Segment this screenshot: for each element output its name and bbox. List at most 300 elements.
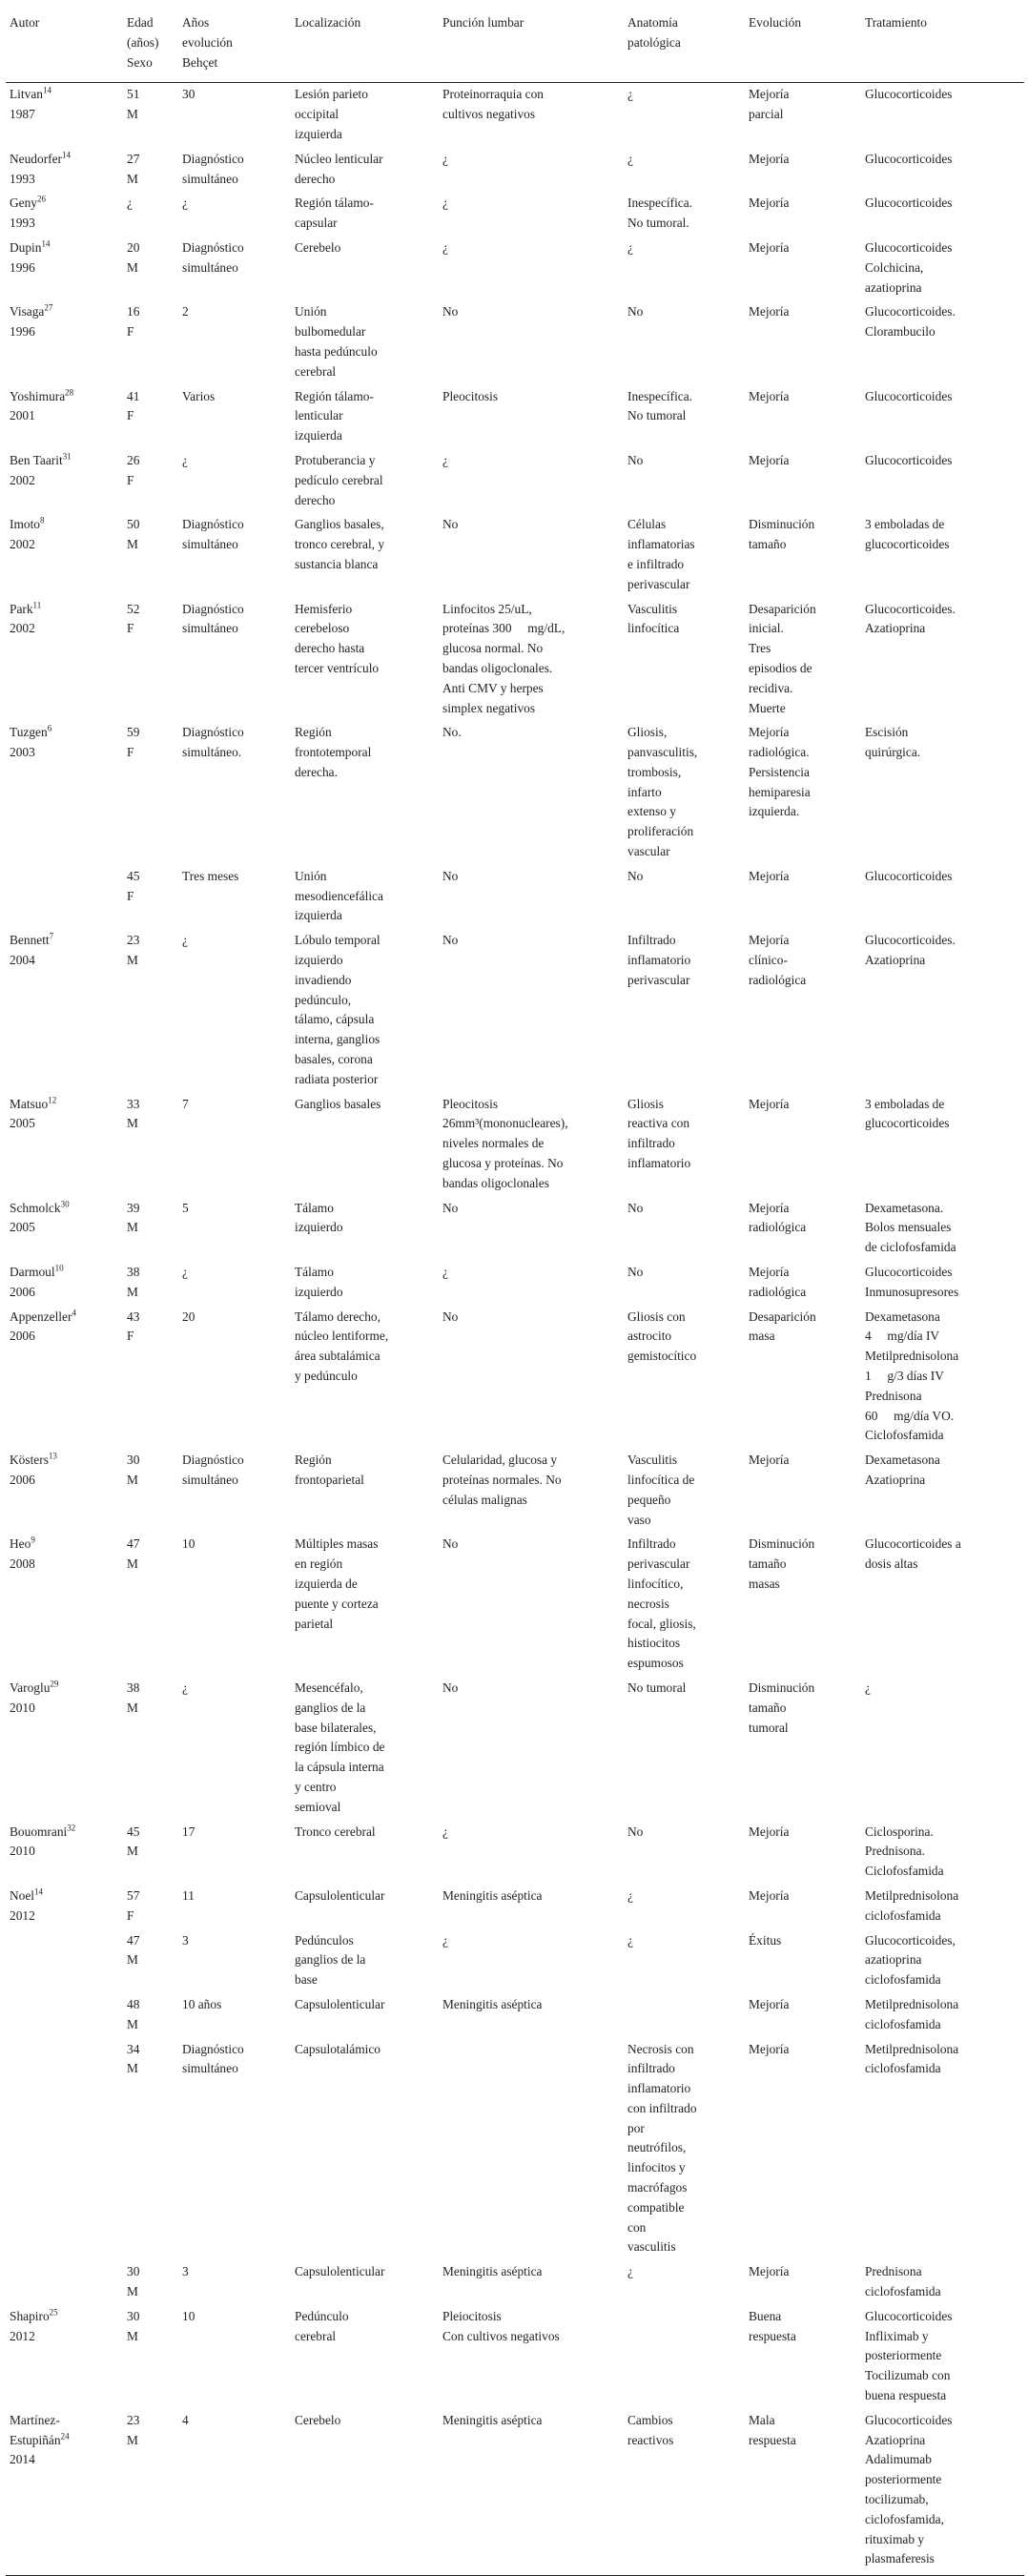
cell-text-line: M — [127, 2432, 138, 2447]
cell-text-line: 47 — [127, 1536, 140, 1552]
cell-text-line: vaso — [627, 1512, 651, 1527]
cell-text-line: ¿ — [627, 151, 633, 166]
cell-text-line: 3 — [182, 2264, 189, 2279]
cell-text-line: Disminución — [749, 1680, 815, 1695]
treatment-cell — [861, 598, 1024, 722]
cell-text-line: ¿ — [865, 1680, 871, 1695]
cell-text-line: 30 — [182, 87, 195, 102]
cell-text-line: respuesta — [749, 2328, 796, 2343]
header-localizacion — [291, 0, 439, 83]
cell-text-line: Núcleo lenticular — [295, 151, 383, 166]
cell-text-line: 16 — [127, 304, 140, 319]
cell-text-line: pedúnculo, — [295, 992, 352, 1007]
years-evolution-cell — [178, 2260, 291, 2305]
years-evolution-cell — [178, 148, 291, 193]
cell-text-line: mesodiencefálica — [295, 888, 383, 903]
cell-text-line: Mejoría — [749, 1824, 790, 1839]
table-row — [6, 449, 1024, 513]
cell-text-line: dosis altas — [865, 1556, 918, 1572]
table-row — [6, 1993, 1024, 2038]
cell-text-line: y centro — [295, 1779, 337, 1794]
evolution-cell — [745, 192, 861, 237]
author-name: Visaga — [10, 304, 45, 319]
years-evolution-cell — [178, 1885, 291, 1929]
author-year: 2001 — [10, 408, 35, 423]
evolution-cell — [745, 2260, 861, 2305]
author-cell — [6, 300, 123, 384]
cell-text-line: Bolos mensuales — [865, 1220, 952, 1235]
reference-number: 26 — [37, 194, 47, 204]
pathology-cell — [624, 513, 745, 597]
cell-text-line: glucocorticoides — [865, 1116, 950, 1131]
cell-text-line: tamaño — [749, 1700, 787, 1715]
cell-text-line: ¿ — [442, 196, 448, 211]
cell-text-line: frontotemporal — [295, 745, 372, 760]
cell-text-line: M — [127, 107, 138, 122]
cell-text-line: Infiltrado — [627, 933, 676, 948]
evolution-cell — [745, 865, 861, 929]
table-row — [6, 513, 1024, 597]
author-name: Neudorfer — [10, 151, 63, 166]
treatment-cell — [861, 148, 1024, 193]
cell-text-line: 1 g/3 días IV — [865, 1369, 944, 1383]
table-row — [6, 2409, 1024, 2576]
cell-text-line: izquierdo — [295, 953, 343, 968]
cell-text-line: Clorambucilo — [865, 324, 935, 340]
header-text: patológica — [627, 34, 681, 50]
evolution-cell — [745, 237, 861, 300]
pathology-cell — [624, 385, 745, 449]
cell-text-line: área subtalámica — [295, 1349, 380, 1364]
author-name-line — [10, 1263, 119, 1283]
author-name-line — [10, 302, 119, 322]
location-cell — [291, 2260, 439, 2305]
cell-text-line: Pleocitosis — [442, 388, 499, 403]
author-year: 1996 — [10, 259, 35, 275]
table-row — [6, 83, 1024, 148]
cell-text-line: Azatioprina — [865, 2432, 926, 2447]
location-cell — [291, 385, 439, 449]
cell-text-line: Pleiocitosis — [442, 2308, 502, 2323]
cell-text-line: Muerte — [749, 700, 786, 715]
author-name: Ben Taarit — [10, 452, 63, 467]
age-sex-cell — [123, 1306, 178, 1450]
author-cell — [6, 192, 123, 237]
reference-number: 10 — [54, 1263, 64, 1273]
cell-text-line: capsular — [295, 216, 338, 231]
lumbar-puncture-cell — [439, 237, 624, 300]
evolution-cell — [745, 721, 861, 865]
header-anos-evolucion — [178, 0, 291, 83]
cell-text-line: ciclofosfamida — [865, 2016, 941, 2031]
cell-text-line: 3 — [182, 1932, 189, 1947]
treatment-cell — [861, 929, 1024, 1092]
age-sex-cell — [123, 1885, 178, 1929]
cell-text-line: Meningitis aséptica — [442, 2412, 543, 2427]
header-text: (años) — [127, 34, 159, 50]
pathology-cell — [624, 83, 745, 148]
cell-text-line: F — [127, 324, 134, 340]
author-year: 2006 — [10, 1472, 35, 1487]
cell-text-line: No tumoral — [627, 408, 687, 423]
pathology-cell — [624, 2305, 745, 2409]
cell-text-line: radiata posterior — [295, 1071, 379, 1086]
pathology-cell — [624, 1306, 745, 1450]
cell-text-line: 47 — [127, 1932, 140, 1947]
cell-text-line: Glucocorticoides — [865, 1265, 953, 1280]
cell-text-line: Glucocorticoides — [865, 388, 953, 403]
evolution-cell — [745, 1197, 861, 1261]
cell-text-line: Gliosis, — [627, 725, 668, 740]
reference-number: 28 — [65, 387, 74, 398]
cell-text-line: 20 — [127, 239, 140, 255]
cell-text-line: ¿ — [442, 1265, 448, 1280]
author-cell — [6, 2305, 123, 2409]
lumbar-puncture-cell — [439, 1993, 624, 2038]
cell-text-line: izquierdo — [295, 1220, 343, 1235]
cell-text-line: e infiltrado — [627, 556, 685, 571]
header-text: evolución — [182, 34, 233, 50]
header-text: Behçet — [182, 54, 218, 70]
author-cell — [6, 385, 123, 449]
age-sex-cell — [123, 2038, 178, 2261]
cell-text-line: ¿ — [182, 1680, 188, 1695]
pathology-cell — [624, 192, 745, 237]
author-year: 2010 — [10, 1700, 35, 1715]
cell-text-line: No — [442, 868, 459, 883]
cell-text-line: ¿ — [442, 239, 448, 255]
author-cell — [6, 449, 123, 513]
cell-text-line: radiológica — [749, 1220, 807, 1235]
table-row — [6, 300, 1024, 384]
cell-text-line: lenticular — [295, 408, 343, 423]
years-evolution-cell — [178, 83, 291, 148]
cell-text-line: compatible — [627, 2199, 685, 2215]
header-text: Sexo — [127, 54, 153, 70]
cell-text-line: No — [627, 1200, 644, 1215]
author-name-line — [10, 723, 119, 743]
author-name: Appenzeller — [10, 1309, 72, 1324]
cell-text-line: M — [127, 259, 138, 275]
cell-text-line: F — [127, 472, 134, 487]
cell-text-line: Metilprednisolona — [865, 2041, 959, 2056]
cell-text-line: radiológica — [749, 972, 807, 987]
author-name: Bouomrani — [10, 1824, 68, 1839]
location-cell — [291, 1306, 439, 1450]
cell-text-line: Ciclofosfamida — [865, 1428, 944, 1443]
cell-text-line: Mejoría — [749, 87, 790, 102]
cell-text-line: plasmaferesis — [865, 2551, 935, 2566]
reference-number: 29 — [50, 1679, 59, 1689]
author-name-line — [10, 600, 119, 620]
author-name: Schmolck — [10, 1200, 61, 1215]
cell-text-line: 38 — [127, 1680, 140, 1695]
cell-text-line: izquierdo — [295, 1284, 343, 1299]
author-year: 2012 — [10, 2328, 35, 2343]
table-row — [6, 1929, 1024, 1993]
cell-text-line: Múltiples masas — [295, 1536, 379, 1552]
evolution-cell — [745, 83, 861, 148]
cell-text-line: tronco cerebral, y — [295, 537, 385, 552]
cell-text-line: proteínas 300 mg/dL, — [442, 621, 565, 636]
cell-text-line: Disminución — [749, 517, 815, 532]
author-name-line — [10, 194, 119, 214]
age-sex-cell — [123, 1677, 178, 1821]
author-name: Shapiro — [10, 2308, 50, 2323]
evolution-cell — [745, 300, 861, 384]
treatment-cell — [861, 2260, 1024, 2305]
location-cell — [291, 449, 439, 513]
table-row — [6, 1821, 1024, 1885]
treatment-cell — [861, 1533, 1024, 1677]
evolution-cell — [745, 2305, 861, 2409]
cell-text-line: 50 — [127, 517, 140, 532]
author-name: Martínez- — [10, 2412, 60, 2427]
cell-text-line: 48 — [127, 1996, 140, 2011]
author-cell — [6, 1261, 123, 1306]
location-cell — [291, 2305, 439, 2409]
cell-text-line: tálamo, cápsula — [295, 1012, 375, 1027]
author-cell — [6, 83, 123, 148]
cell-text-line: derecha. — [295, 764, 338, 779]
cell-text-line: Capsulolenticular — [295, 1887, 385, 1903]
lumbar-puncture-cell — [439, 1261, 624, 1306]
cell-text-line: astrocito — [627, 1329, 672, 1344]
cell-text-line: No tumoral. — [627, 216, 689, 231]
cell-text-line: 34 — [127, 2041, 140, 2056]
lumbar-puncture-cell — [439, 449, 624, 513]
cell-text-line: de ciclofosfamida — [865, 1240, 956, 1255]
reference-number: 32 — [67, 1823, 76, 1833]
cell-text-line: por — [627, 2120, 645, 2135]
cell-text-line: Azatioprina — [865, 621, 926, 636]
cell-text-line: 26 — [127, 452, 140, 467]
evolution-cell — [745, 598, 861, 722]
age-sex-cell — [123, 2260, 178, 2305]
author-year: 2010 — [10, 1844, 35, 1859]
author-cell — [6, 1093, 123, 1197]
cell-text-line: Mejoría — [749, 933, 790, 948]
evolution-cell — [745, 2409, 861, 2576]
cell-text-line: gemistocítico — [627, 1349, 697, 1364]
years-evolution-cell — [178, 513, 291, 597]
author-cell — [6, 1306, 123, 1450]
age-sex-cell — [123, 721, 178, 865]
lumbar-puncture-cell — [439, 1306, 624, 1450]
evolution-cell — [745, 1261, 861, 1306]
header-evolucion — [745, 0, 861, 83]
years-evolution-cell — [178, 1197, 291, 1261]
cell-text-line: hasta pedúnculo — [295, 343, 378, 359]
author-name-line — [10, 515, 119, 535]
author-cell — [6, 1993, 123, 2038]
cell-text-line: 4 — [182, 2412, 189, 2427]
age-sex-cell — [123, 2409, 178, 2576]
pathology-cell — [624, 1197, 745, 1261]
cell-text-line: con — [627, 2219, 647, 2235]
pathology-cell — [624, 721, 745, 865]
cell-text-line: reactivos — [627, 2432, 674, 2447]
cell-text-line: No — [442, 1680, 459, 1695]
age-sex-cell — [123, 449, 178, 513]
cell-text-line: cerebral — [295, 2328, 337, 2343]
cell-text-line: pedículo cerebral — [295, 472, 383, 487]
author-name-line — [10, 1199, 119, 1219]
table-row — [6, 2038, 1024, 2261]
cell-text-line: Meningitis aséptica — [442, 1887, 543, 1903]
cell-text-line: cultivos negativos — [442, 107, 536, 122]
author-year: 2014 — [10, 2452, 35, 2467]
cell-text-line: células malignas — [442, 1492, 527, 1507]
cell-text-line: 30 — [127, 1453, 140, 1468]
cell-text-line: M — [127, 537, 138, 552]
pathology-cell — [624, 1993, 745, 2038]
cell-text-line: linfocitos y — [627, 2160, 686, 2175]
reference-number: 7 — [49, 931, 54, 941]
cell-text-line: M — [127, 1220, 138, 1235]
evolution-cell — [745, 385, 861, 449]
cell-text-line: base — [295, 1972, 318, 1988]
cell-text-line: Unión — [295, 304, 327, 319]
cell-text-line: Ciclofosfamida — [865, 1864, 944, 1879]
age-sex-cell — [123, 385, 178, 449]
age-sex-cell — [123, 513, 178, 597]
reference-number: 31 — [62, 451, 72, 462]
cell-text-line: inicial. — [749, 621, 784, 636]
cell-text-line: glucocorticoides — [865, 537, 950, 552]
cell-text-line: Vasculitis — [627, 1453, 678, 1468]
cell-text-line: Glucocorticoides — [865, 196, 953, 211]
location-cell — [291, 1261, 439, 1306]
cell-text-line: inflamatorio — [627, 1156, 691, 1171]
author-year: 1993 — [10, 171, 35, 186]
cell-text-line: Diagnóstico — [182, 517, 244, 532]
cell-text-line: Cambios — [627, 2412, 673, 2427]
table-row — [6, 2305, 1024, 2409]
cell-text-line: bulbomedular — [295, 324, 366, 340]
cell-text-line: Tálamo derecho, — [295, 1309, 380, 1324]
cell-text-line: Persistencia — [749, 764, 810, 779]
treatment-cell — [861, 1306, 1024, 1450]
table-row — [6, 721, 1024, 865]
cell-text-line: Mejoría — [749, 1453, 790, 1468]
cell-text-line: izquierda. — [749, 804, 800, 819]
author-name: Matsuo — [10, 1096, 49, 1111]
location-cell — [291, 300, 439, 384]
age-sex-cell — [123, 1929, 178, 1993]
author-name: Noel — [10, 1887, 35, 1903]
cell-text-line: M — [127, 953, 138, 968]
cell-text-line: M — [127, 1700, 138, 1715]
cell-text-line: interna, ganglios — [295, 1032, 380, 1047]
pathology-cell — [624, 929, 745, 1092]
cell-text-line: perivascular — [627, 1556, 690, 1572]
author-year: 2005 — [10, 1116, 35, 1131]
cell-text-line: No — [627, 868, 644, 883]
location-cell — [291, 1449, 439, 1533]
cell-text-line: M — [127, 2328, 138, 2343]
author-cell — [6, 598, 123, 722]
cell-text-line: hemiparesia — [749, 784, 811, 799]
cell-text-line: invadiendo — [295, 972, 352, 987]
cell-text-line: Inmunosupresores — [865, 1284, 959, 1299]
table-body — [6, 83, 1024, 2576]
evolution-cell — [745, 1449, 861, 1533]
years-evolution-cell — [178, 2305, 291, 2409]
cell-text-line: ¿ — [627, 87, 633, 102]
cell-text-line: Dexametasona — [865, 1453, 940, 1468]
cell-text-line: Mejoría — [749, 239, 790, 255]
cell-text-line: F — [127, 1907, 134, 1923]
cell-text-line: M — [127, 1952, 138, 1968]
treatment-cell — [861, 1261, 1024, 1306]
cell-text-line: región límbico de — [295, 1740, 385, 1755]
cell-text-line: M — [127, 2016, 138, 2031]
cell-text-line: 7 — [182, 1096, 189, 1111]
cell-text-line: simplex negativos — [442, 700, 536, 715]
cell-text-line: derecho hasta — [295, 641, 365, 656]
author-name-line — [10, 931, 119, 951]
reference-number: 12 — [48, 1095, 57, 1105]
reference-number: 24 — [60, 2431, 70, 2442]
cell-text-line: Anti CMV y herpes — [442, 680, 544, 695]
author-cell — [6, 865, 123, 929]
cell-text-line: basales, corona — [295, 1052, 373, 1067]
cell-text-line: parietal — [295, 1616, 334, 1631]
cell-text-line: quirúrgica. — [865, 745, 921, 760]
pathology-cell — [624, 1449, 745, 1533]
cell-text-line: Dexametasona — [865, 1309, 940, 1324]
cell-text-line: Unión — [295, 868, 327, 883]
evolution-cell — [745, 1093, 861, 1197]
author-cell — [6, 1821, 123, 1885]
author-name-line — [10, 451, 119, 471]
cell-text-line: ciclofosfamida — [865, 2284, 941, 2299]
cell-text-line: Infiltrado — [627, 1536, 676, 1552]
cell-text-line: focal, gliosis, — [627, 1616, 696, 1631]
location-cell — [291, 513, 439, 597]
header-text: Punción lumbar — [442, 15, 524, 30]
cell-text-line: Capsulotalámico — [295, 2041, 380, 2056]
cell-text-line: radiológica. — [749, 745, 810, 760]
author-name-line — [10, 238, 119, 258]
cell-text-line: derecho — [295, 492, 336, 507]
cell-text-line: Tronco cerebral — [295, 1824, 376, 1839]
cell-text-line: glucosa y proteínas. No — [442, 1156, 564, 1171]
cell-text-line: F — [127, 888, 134, 903]
cell-text-line: macrófagos — [627, 2180, 688, 2195]
cell-text-line: izquierda — [295, 428, 342, 443]
cell-text-line: inflamatorio — [627, 2081, 691, 2096]
cell-text-line: 23 — [127, 933, 140, 948]
location-cell — [291, 1533, 439, 1677]
age-sex-cell — [123, 1533, 178, 1677]
location-cell — [291, 2038, 439, 2261]
table-row — [6, 598, 1024, 722]
cell-text-line: F — [127, 745, 134, 760]
cell-text-line: 38 — [127, 1265, 140, 1280]
author-name-line — [10, 1451, 119, 1471]
cell-text-line: Azatioprina — [865, 953, 926, 968]
table-row — [6, 1093, 1024, 1197]
table-header — [6, 0, 1024, 83]
lumbar-puncture-cell — [439, 513, 624, 597]
cell-text-line: recidiva. — [749, 680, 793, 695]
age-sex-cell — [123, 929, 178, 1092]
lumbar-puncture-cell — [439, 721, 624, 865]
cell-text-line: simultáneo — [182, 171, 238, 186]
cell-text-line: Desaparición — [749, 601, 816, 616]
